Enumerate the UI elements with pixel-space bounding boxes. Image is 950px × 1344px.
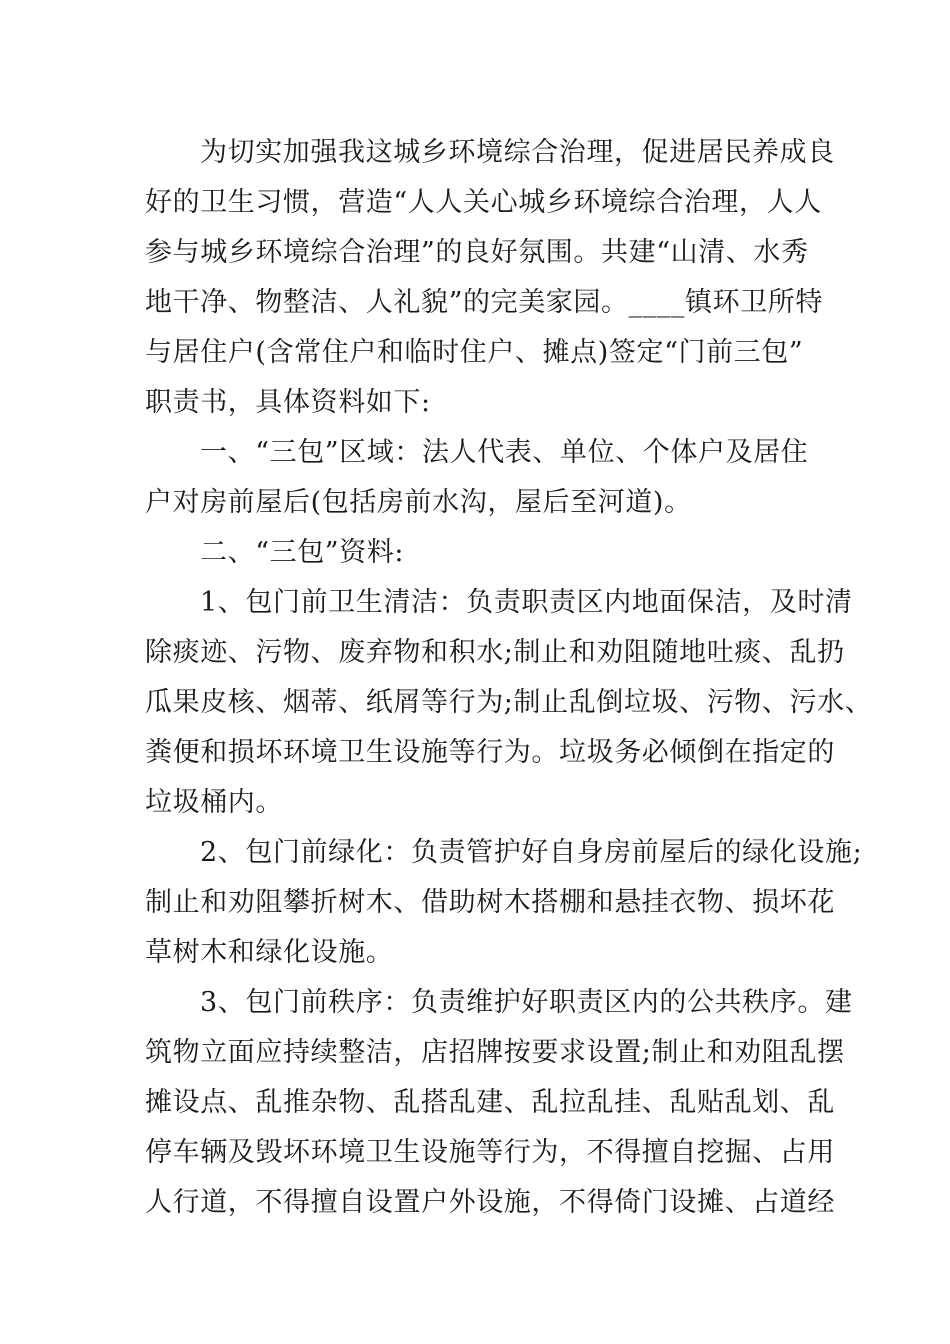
paragraph-intro-line-3: 参与城乡环境综合治理”的良好氛围。共建“山清、水秀 — [145, 237, 809, 268]
paragraph-intro-line-4: 地干净、物整洁、人礼貌”的完美家园。____镇环卫所特 — [145, 287, 824, 318]
paragraph-intro-line-5: 与居住户(含常住户和临时住户、摊点)签定“门前三包” — [145, 337, 804, 368]
item-3-line-2: 筑物立面应持续整洁，店招牌按要求设置;制止和劝阻乱摆 — [145, 1037, 845, 1068]
item-3-line-1: 3、包门前秩序：负责维护好职责区内的公共秩序。建 — [200, 987, 853, 1018]
item-1-line-2: 除痰迹、污物、废弃物和积水;制止和劝阻随地吐痰、乱扔 — [145, 637, 845, 668]
paragraph-intro-line-2: 好的卫生习惯，营造“人人关心城乡环境综合治理，人人 — [145, 187, 822, 218]
item-1-line-3: 瓜果皮核、烟蒂、纸屑等行为;制止乱倒垃圾、污物、污水、 — [145, 687, 873, 718]
section-two-heading: 二、“三包”资料: — [200, 537, 405, 568]
section-one-line-2: 户对房前屋后(包括房前水沟，屋后至河道)。 — [145, 487, 692, 518]
section-one-line-1: 一、“三包”区域：法人代表、单位、个体户及居住 — [200, 437, 809, 468]
item-3-line-3: 摊设点、乱推杂物、乱搭乱建、乱拉乱挂、乱贴乱划、乱 — [145, 1087, 835, 1118]
item-1-line-4: 粪便和损坏环境卫生设施等行为。垃圾务必倾倒在指定的 — [145, 737, 835, 768]
item-3-line-4: 停车辆及毁坏环境卫生设施等行为，不得擅自挖掘、占用 — [145, 1137, 835, 1168]
item-2-line-3: 草树木和绿化设施。 — [145, 937, 394, 968]
item-2-line-2: 制止和劝阻攀折树木、借助树木搭棚和悬挂衣物、损坏花 — [145, 887, 835, 918]
item-1-line-5: 垃圾桶内。 — [145, 787, 283, 818]
item-3-line-5: 人行道，不得擅自设置户外设施，不得倚门设摊、占道经 — [145, 1187, 835, 1218]
item-1-line-1: 1、包门前卫生清洁：负责职责区内地面保洁，及时清 — [200, 587, 853, 618]
paragraph-intro-line-6: 职责书，具体资料如下: — [145, 387, 431, 418]
item-2-line-1: 2、包门前绿化：负责管护好自身房前屋后的绿化设施; — [200, 837, 863, 868]
paragraph-intro-line-1: 为切实加强我这城乡环境综合治理，促进居民养成良 — [200, 137, 835, 168]
